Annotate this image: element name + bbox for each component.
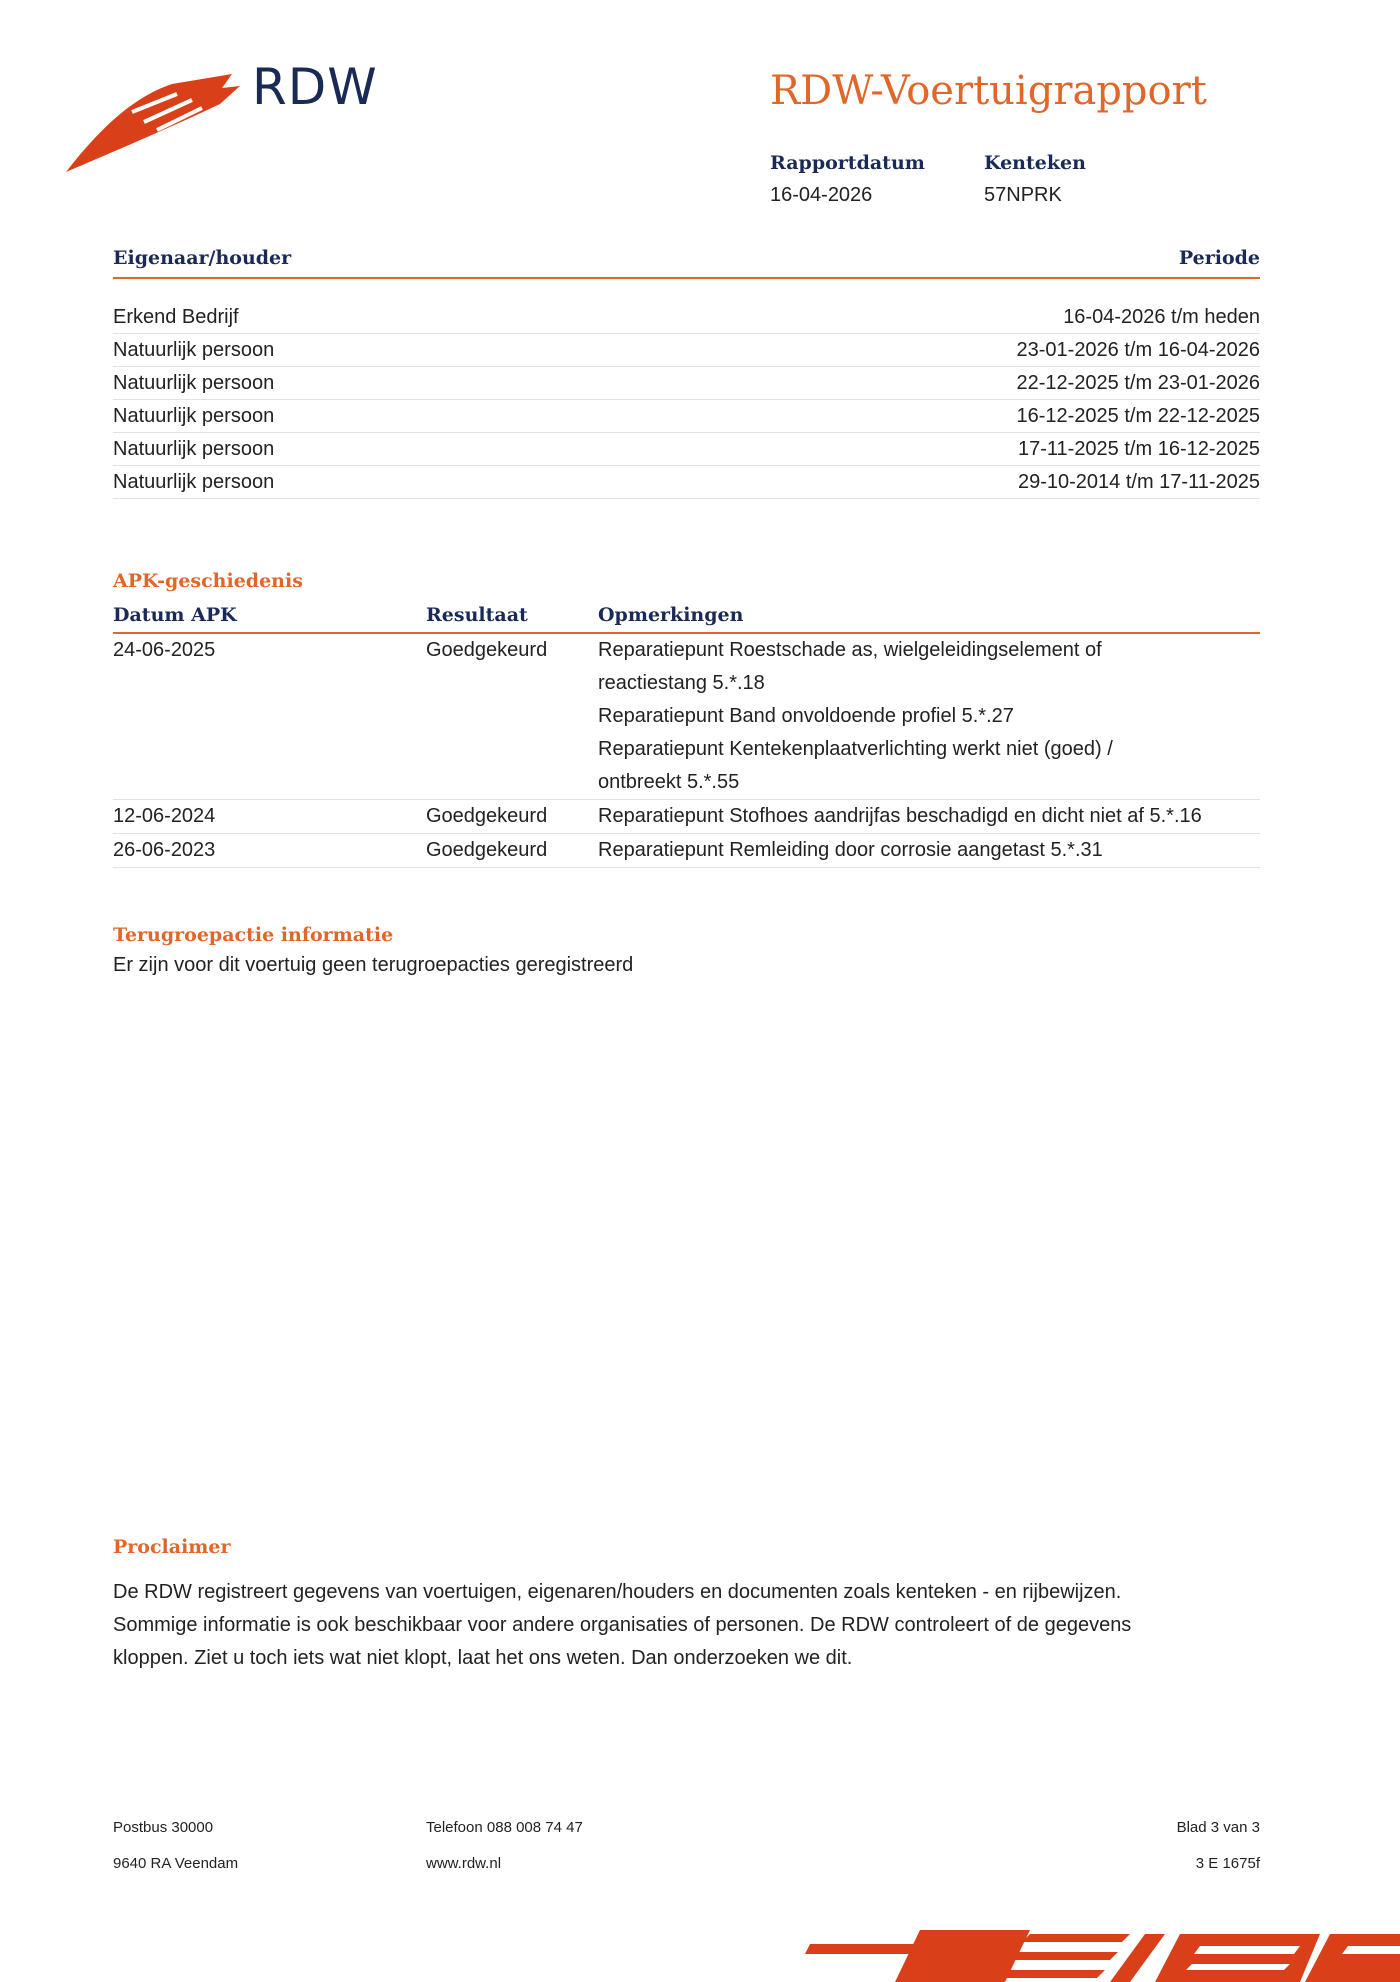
apk-notes [598, 834, 1260, 867]
owner-type: Natuurlijk persoon [113, 438, 275, 460]
recall-text: Er zijn voor dit voertuig geen terugroepacties geregistreerd [113, 954, 634, 976]
owner-type: Natuurlijk persoon [113, 405, 275, 427]
owner-period: 16-04-2026 t/m heden [1063, 306, 1260, 328]
owner-period: 16-12-2025 t/m 22-12-2025 [1016, 405, 1260, 427]
owner-type: Natuurlijk persoon [113, 372, 275, 394]
plate-block [984, 152, 1086, 207]
table-row [113, 367, 1260, 400]
owner-type: Natuurlijk persoon [113, 471, 275, 493]
owner-type: Natuurlijk persoon [113, 339, 275, 361]
table-row [113, 433, 1260, 466]
proclaimer-line: kloppen. Ziet u toch iets wat niet klopt, laat het ons weten. Dan onderzoeken we dit. [113, 1647, 853, 1669]
apk-note-line: Reparatiepunt Stofhoes aandrijfas beschadigd en dicht niet af 5.*.16 [598, 805, 1202, 827]
apk-result: Goedgekeurd [426, 805, 548, 827]
footer-address-line: Postbus 30000 [113, 1819, 214, 1836]
report-title: RDW-Voertuigrapport [770, 68, 1207, 114]
apk-notes [598, 800, 1260, 833]
recall-section-title: Terugroepactie informatie [113, 924, 394, 946]
plate-label: Kenteken [984, 152, 1086, 174]
apk-result-column-header: Resultaat [426, 604, 528, 626]
footer-phone: Telefoon 088 008 74 47 [426, 1819, 583, 1836]
report-date-label: Rapportdatum [770, 152, 925, 174]
table-row [113, 334, 1260, 367]
proclaimer-line: De RDW registreert gegevens van voertuigen, eigenaren/houders en documenten zoals kenteken - en rijbewijzen. [113, 1581, 1122, 1603]
apk-note-line: ontbreekt 5.*.55 [598, 771, 740, 793]
owner-type: Erkend Bedrijf [113, 306, 239, 328]
period-column-header: Periode [1178, 247, 1260, 269]
rdw-stripes-icon [800, 1920, 1400, 1982]
apk-result: Goedgekeurd [426, 839, 548, 861]
proclaimer [113, 1536, 1260, 1675]
footer-document-code: 3 E 1675f [1195, 1855, 1260, 1872]
owner-table-header [113, 247, 1260, 279]
table-row [113, 634, 1260, 800]
table-row [113, 301, 1260, 334]
apk-history [113, 570, 1260, 868]
apk-date-column-header: Datum APK [113, 604, 237, 626]
footer-address [113, 1818, 238, 1890]
owner-column-header: Eigenaar/houder [113, 247, 292, 269]
brand-name: RDW [252, 58, 378, 116]
footer-page-info [1060, 1818, 1260, 1890]
footer-address-line: 9640 RA Veendam [113, 1855, 239, 1872]
plate-value: 57NPRK [984, 184, 1062, 206]
apk-notes-column-header: Opmerkingen [598, 604, 744, 626]
proclaimer-line: Sommige informatie is ook beschikbaar voor andere organisaties of personen. De RDW controleert of de gegevens [113, 1614, 1132, 1636]
apk-result: Goedgekeurd [426, 639, 548, 661]
proclaimer-title: Proclaimer [113, 1536, 231, 1558]
owner-table [113, 247, 1260, 499]
apk-note-line: Reparatiepunt Roestschade as, wielgeleidingselement of [598, 639, 1102, 661]
footer-website-link[interactable]: www.rdw.nl [426, 1855, 502, 1872]
table-row [113, 466, 1260, 499]
apk-note-line: Reparatiepunt Band onvoldoende profiel 5.*.27 [598, 705, 1014, 727]
footer-contact [426, 1818, 583, 1890]
apk-notes [598, 634, 1260, 799]
table-row [113, 834, 1260, 868]
apk-section-title: APK-geschiedenis [113, 570, 303, 592]
owner-period: 29-10-2014 t/m 17-11-2025 [1017, 471, 1260, 493]
proclaimer-text [113, 1576, 1260, 1675]
apk-note-line: Reparatiepunt Kentekenplaatverlichting werkt niet (goed) / [598, 738, 1113, 760]
owner-period: 23-01-2026 t/m 16-04-2026 [1016, 339, 1260, 361]
apk-date: 12-06-2024 [113, 805, 216, 827]
report-date-block [770, 152, 925, 207]
owner-period: 17-11-2025 t/m 16-12-2025 [1017, 438, 1260, 460]
apk-table-header [113, 604, 1260, 634]
footer-page-number: Blad 3 van 3 [1176, 1819, 1260, 1836]
recall-info [113, 924, 1260, 977]
apk-date: 24-06-2025 [113, 639, 216, 661]
apk-note-line: Reparatiepunt Remleiding door corrosie aangetast 5.*.31 [598, 839, 1103, 861]
owner-period: 22-12-2025 t/m 23-01-2026 [1016, 372, 1260, 394]
table-row [113, 400, 1260, 433]
apk-note-line: reactiestang 5.*.18 [598, 672, 765, 694]
table-row [113, 800, 1260, 834]
report-date-value: 16-04-2026 [770, 184, 873, 206]
apk-date: 26-06-2023 [113, 839, 216, 861]
